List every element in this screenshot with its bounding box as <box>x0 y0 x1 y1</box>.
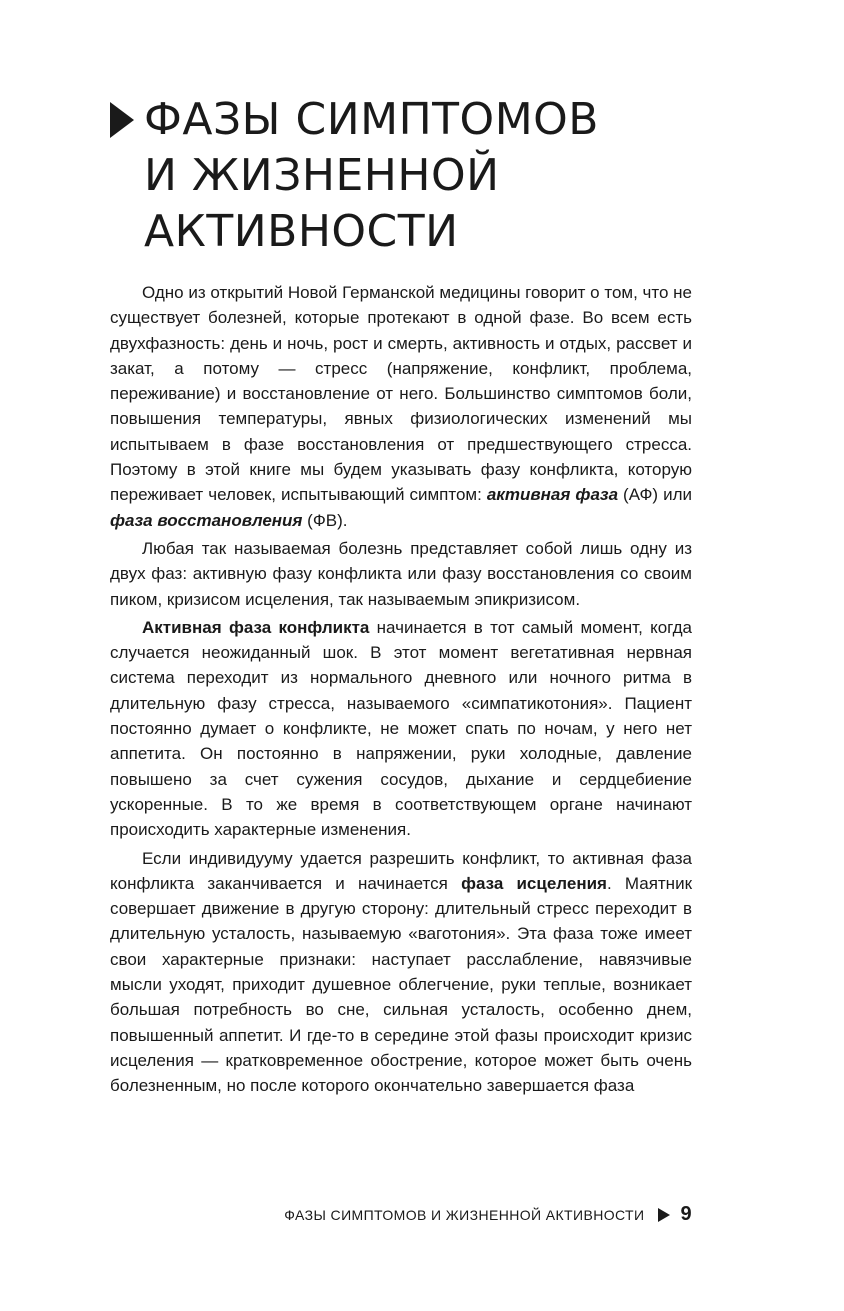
right-triangle-icon <box>658 1208 670 1222</box>
chapter-title-line-1: ФАЗЫ СИМПТОМОВ <box>144 94 599 145</box>
paragraph-2 <box>110 536 692 612</box>
term-healing-phase: фаза исцеления <box>461 873 607 893</box>
paragraph-3 <box>110 615 692 843</box>
term-active-conflict-phase: Активная фаза конфликта <box>142 617 370 637</box>
paragraph-2-text: Любая так называемая болезнь представляет собой лишь одну из двух фаз: активную фазу конфликта или фазу восстановления со своим пиком, кризисом исцеления, так называемым эпикризисом. <box>110 538 692 609</box>
paragraph-4 <box>110 846 692 1099</box>
page-footer <box>110 1203 692 1226</box>
abbr-fv: (ФВ). <box>302 510 348 530</box>
chapter-heading <box>110 92 750 260</box>
paragraph-1-text: Одно из открытий Новой Германской медицины говорит о том, что не существует болезней, которые протекают в одной фазе. Во всем есть двухфазность: день и ночь, рост и смерть, активность и отдых, рассвет и закат, а потому — стресс (напряжение, конфликт, проблема, переживание) и восстановление от него. Большинство симптомов боли, повышения температуры, явных физиологических изменений мы испытываем в фазе восстановления от предшествующего стресса. Поэтому в этой книге мы будем указывать фазу конфликта, которую переживает человек, испытывающий симптом: <box>110 283 693 505</box>
page-number: 9 <box>680 1203 692 1225</box>
term-active-phase: активная фаза <box>486 485 619 505</box>
body-text <box>110 280 692 1099</box>
paragraph-4-text-a: Если индивидууму удается разрешить конфликт, то активная фаза конфликта заканчивается и начинается <box>110 848 692 893</box>
running-title: ФАЗЫ СИМПТОМОВ И ЖИЗНЕННОЙ АКТИВНОСТИ <box>284 1206 645 1223</box>
chapter-title-line-2: И ЖИЗНЕННОЙ <box>144 150 500 201</box>
paragraph-3-text: начинается в тот самый момент, когда случается неожиданный шок. В этот момент вегетативная нервная система переходит из нормального дневного или ночного ритма в длительную фазу стресса, называемого «симпатикотония». Пациент постоянно думает о конфликте, не может спать по ночам, у него нет аппетита. Он постоянно в напряжении, руки холодные, давление повышено за счет сужения сосудов, дыхание и сердцебиение ускоренные. В то же время в соответствующем органе начинают происходить характерные изменения. <box>110 617 692 840</box>
abbr-af: (АФ) или <box>618 485 692 505</box>
term-recovery-phase: фаза восстановления <box>110 510 303 530</box>
heading-triangle-icon <box>110 102 134 138</box>
chapter-title <box>144 92 750 260</box>
paragraph-4-text-b: . Маятник совершает движение в другую сторону: длительный стресс переходит в длительную усталость, называемую «ваготония». Эта фаза тоже имеет свои характерные признаки: наступает расслабление, навязчивые мысли уходят, приходит душевное облегчение, руки теплые, возникает большая потребность во сне, сильная усталость, особенно днем, повышенный аппетит. И где-то в середине этой фазы происходит кризис исцеления — кратковременное обострение, которое может быть очень болезненным, но после которого окончательно завершается фаза <box>110 873 693 1096</box>
chapter-title-line-3: АКТИВНОСТИ <box>144 206 459 257</box>
paragraph-1 <box>110 280 692 533</box>
